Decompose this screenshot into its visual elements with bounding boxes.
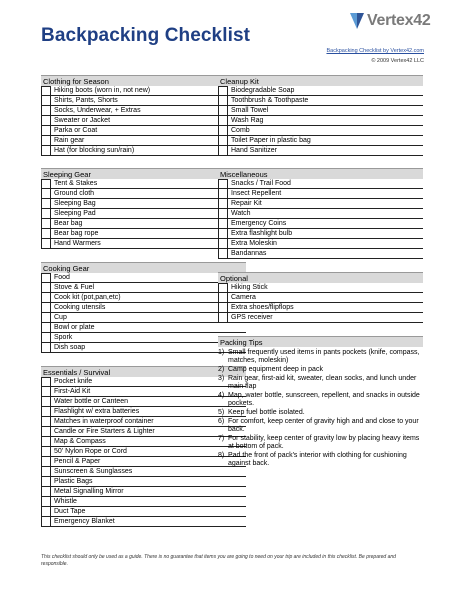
checklist-item-label: Extra shoes/flipflops: [228, 303, 423, 313]
checklist-item: [41, 417, 246, 427]
checklist-item-label: Plastic Bags: [51, 477, 246, 487]
checkbox[interactable]: [41, 273, 51, 283]
checklist-item-label: Biodegradable Soap: [228, 86, 423, 96]
section-title: Essentials / Survival: [41, 366, 246, 377]
checkbox[interactable]: [41, 126, 51, 136]
checkbox[interactable]: [41, 487, 51, 497]
checklist-item: [41, 397, 246, 407]
section-title: Miscellaneous: [218, 168, 423, 179]
checkbox[interactable]: [218, 219, 228, 229]
checklist-item: [41, 497, 246, 507]
tip-item: [218, 392, 423, 408]
checklist-item-label: Snacks / Trail Food: [228, 179, 423, 189]
checkbox[interactable]: [41, 457, 51, 467]
checkbox[interactable]: [218, 96, 228, 106]
checkbox[interactable]: [218, 136, 228, 146]
checkbox[interactable]: [41, 86, 51, 96]
vertex42-logo: [350, 11, 430, 33]
checkbox[interactable]: [41, 106, 51, 116]
checklist-item-label: Duct Tape: [51, 507, 246, 517]
checklist-item: [218, 219, 423, 229]
checklist-item-label: Bear bag: [51, 219, 246, 229]
checklist-item-label: Cup: [51, 313, 246, 323]
checklist-item-label: Ground cloth: [51, 189, 246, 199]
tip-number: 7): [218, 435, 225, 442]
checklist-item: [41, 116, 246, 126]
checklist-item: [41, 313, 246, 323]
checklist-item-label: Cook kit (pot,pan,etc): [51, 293, 246, 303]
checklist-item-label: Insect Repellent: [228, 189, 423, 199]
checklist-item: [218, 239, 423, 249]
checkbox[interactable]: [41, 323, 51, 333]
checklist-item: [41, 303, 246, 313]
checklist-item: [218, 116, 423, 126]
checklist-item-label: Comb: [228, 126, 423, 136]
checkbox[interactable]: [41, 407, 51, 417]
checkbox[interactable]: [218, 283, 228, 293]
tip-text: Camp equipment deep in pack: [228, 366, 323, 373]
tip-item: [218, 409, 423, 417]
checklist-item: [218, 209, 423, 219]
checkbox[interactable]: [41, 467, 51, 477]
checklist-item-label: Toilet Paper in plastic bag: [228, 136, 423, 146]
checklist-item-label: Bandannas: [228, 249, 423, 259]
checklist-item: [218, 303, 423, 313]
checklist-item-label: Flashlight w/ extra batteries: [51, 407, 246, 417]
checklist-item: [41, 283, 246, 293]
checklist-item-label: First-Aid Kit: [51, 387, 246, 397]
checklist-item: [41, 96, 246, 106]
tip-text: Pad the front of pack's interior with clothing for cushioning against back.: [228, 452, 407, 467]
checklist-item: [218, 136, 423, 146]
checklist-item: [41, 343, 246, 353]
checklist-item: [218, 86, 423, 96]
checklist-item-label: Wash Rag: [228, 116, 423, 126]
checklist-item-label: Hiking Stick: [228, 283, 423, 293]
checklist-item: [218, 106, 423, 116]
tip-item: [218, 375, 423, 391]
checklist-item: [218, 199, 423, 209]
section-essentials: [41, 366, 246, 527]
checklist-item-label: Sleeping Bag: [51, 199, 246, 209]
checklist-item-label: Hiking boots (worn in, not new): [51, 86, 246, 96]
checklist-item-label: Metal Signalling Mirror: [51, 487, 246, 497]
section-title: Optional: [218, 272, 423, 283]
checkbox[interactable]: [41, 507, 51, 517]
checklist-item-label: Socks, Underwear, + Extras: [51, 106, 246, 116]
checklist-item-label: Hand Warmers: [51, 239, 246, 249]
checklist-item-label: GPS receiver: [228, 313, 423, 323]
checkbox[interactable]: [41, 517, 51, 527]
section-sleeping-gear: [41, 168, 246, 249]
tip-text: Small frequently used items in pants pockets (knife, compass, matches, moleskin): [228, 349, 420, 364]
tip-item: [218, 452, 423, 468]
checklist-item-label: Emergency Coins: [228, 219, 423, 229]
checkbox[interactable]: [218, 126, 228, 136]
checklist-item: [41, 487, 246, 497]
checkbox[interactable]: [218, 86, 228, 96]
tip-text: For stability, keep center of gravity low by placing heavy items at bottom of pack.: [228, 435, 420, 450]
checklist-item-label: Bear bag rope: [51, 229, 246, 239]
checklist-item-label: Parka or Coat: [51, 126, 246, 136]
vertex42-logo-text: Vertex42: [367, 12, 431, 29]
checkbox[interactable]: [41, 343, 51, 353]
checklist-item: [41, 477, 246, 487]
tip-item: [218, 435, 423, 451]
checklist-item: [41, 239, 246, 249]
checklist-item-label: Repair Kit: [228, 199, 423, 209]
source-link[interactable]: Backpacking Checklist by Vertex42.com: [326, 48, 424, 54]
checklist-item: [218, 96, 423, 106]
checklist-item-label: Sunscreen & Sunglasses: [51, 467, 246, 477]
checkbox[interactable]: [41, 219, 51, 229]
checkbox[interactable]: [41, 136, 51, 146]
checklist-item-label: Pencil & Paper: [51, 457, 246, 467]
checkbox[interactable]: [218, 303, 228, 313]
checklist-item-label: Stove & Fuel: [51, 283, 246, 293]
section-cooking-gear: [41, 262, 246, 353]
checklist-item: [218, 146, 423, 156]
section-clothing: [41, 75, 246, 156]
checkbox[interactable]: [41, 387, 51, 397]
checkbox[interactable]: [218, 313, 228, 323]
checklist-item: [41, 273, 246, 283]
checklist-item: [41, 457, 246, 467]
checklist-item: [218, 313, 423, 323]
checkbox[interactable]: [218, 229, 228, 239]
tip-item: [218, 349, 423, 365]
checklist-item-label: Food: [51, 273, 246, 283]
checklist-item-label: Cooking utensils: [51, 303, 246, 313]
checkbox[interactable]: [41, 477, 51, 487]
checkbox[interactable]: [218, 116, 228, 126]
checklist-item-label: Extra Moleskin: [228, 239, 423, 249]
tip-number: 4): [218, 392, 225, 399]
checklist-item-label: Dish soap: [51, 343, 246, 353]
checklist-item: [41, 517, 246, 527]
checkbox[interactable]: [41, 437, 51, 447]
checklist-item-label: Hat (for blocking sun/rain): [51, 146, 246, 156]
section-optional: [218, 272, 423, 323]
checkbox[interactable]: [41, 209, 51, 219]
checklist-item: [41, 387, 246, 397]
checklist-item-label: Watch: [228, 209, 423, 219]
checkbox[interactable]: [41, 417, 51, 427]
checklist-item: [41, 333, 246, 343]
checklist-item-label: Camera: [228, 293, 423, 303]
checklist-item: [218, 179, 423, 189]
checklist-item: [41, 199, 246, 209]
tip-item: [218, 366, 423, 374]
checklist-item-label: Small Towel: [228, 106, 423, 116]
tip-number: 1): [218, 349, 225, 356]
checklist-item-label: Emergency Blanket: [51, 517, 246, 527]
checklist-item: [41, 323, 246, 333]
checklist-item: [41, 507, 246, 517]
checklist-item: [41, 179, 246, 189]
checkbox[interactable]: [41, 497, 51, 507]
copyright: © 2009 Vertex42 LLC: [371, 58, 424, 64]
checklist-item-label: 50' Nylon Rope or Cord: [51, 447, 246, 457]
checkbox[interactable]: [218, 199, 228, 209]
checklist-item-label: Pocket knife: [51, 377, 246, 387]
checklist-item-label: Water bottle or Canteen: [51, 397, 246, 407]
checklist-item-label: Map & Compass: [51, 437, 246, 447]
checklist-item: [41, 293, 246, 303]
tip-text: Keep fuel bottle isolated.: [228, 409, 305, 416]
checklist-item: [218, 189, 423, 199]
checklist-item: [41, 427, 246, 437]
checkbox[interactable]: [41, 229, 51, 239]
checklist-item: [41, 437, 246, 447]
checklist-item: [218, 293, 423, 303]
checklist-item-label: Toothbrush & Toothpaste: [228, 96, 423, 106]
checkbox[interactable]: [41, 333, 51, 343]
checklist-item-label: Extra flashlight bulb: [228, 229, 423, 239]
checkbox[interactable]: [41, 397, 51, 407]
checklist-item: [41, 106, 246, 116]
checkbox[interactable]: [41, 199, 51, 209]
checklist-item: [41, 447, 246, 457]
checklist-item: [218, 126, 423, 136]
section-title: Sleeping Gear: [41, 168, 246, 179]
checkbox[interactable]: [41, 96, 51, 106]
tips-list: [218, 347, 423, 468]
checkbox[interactable]: [41, 239, 51, 249]
tip-number: 8): [218, 452, 225, 459]
checkbox[interactable]: [218, 249, 228, 259]
checkbox[interactable]: [218, 293, 228, 303]
section-title: Cleanup Kit: [218, 75, 423, 86]
checklist-item: [41, 189, 246, 199]
section-title: Packing Tips: [218, 336, 423, 347]
checkbox[interactable]: [218, 146, 228, 156]
checklist-item-label: Shirts, Pants, Shorts: [51, 96, 246, 106]
tip-item: [218, 418, 423, 434]
checkbox[interactable]: [41, 116, 51, 126]
tip-text: Rain gear, first-aid kit, sweater, clean socks, and lunch under main flap: [228, 375, 417, 390]
checkbox[interactable]: [41, 189, 51, 199]
checkbox[interactable]: [41, 447, 51, 457]
checklist-item-label: Tent & Stakes: [51, 179, 246, 189]
tip-number: 6): [218, 418, 225, 425]
checkbox[interactable]: [218, 179, 228, 189]
section-title: Clothing for Season: [41, 75, 246, 86]
checklist-item-label: Spork: [51, 333, 246, 343]
checklist-item: [41, 219, 246, 229]
checklist-item-label: Candle or Fire Starters & Lighter: [51, 427, 246, 437]
checkbox[interactable]: [41, 377, 51, 387]
disclaimer: This checklist should only be used as a guide. There is no guarantee that items you are going to need on your trip are included in this checklist. Be prepared and responsible.: [41, 554, 396, 567]
checklist-item: [41, 146, 246, 156]
tip-number: 2): [218, 366, 225, 373]
checkbox[interactable]: [41, 293, 51, 303]
checklist-item: [218, 283, 423, 293]
section-packing-tips: [218, 336, 423, 469]
checklist-item: [41, 209, 246, 219]
tip-number: 3): [218, 375, 225, 382]
checkbox[interactable]: [41, 283, 51, 293]
checkbox[interactable]: [218, 239, 228, 249]
checkbox[interactable]: [41, 303, 51, 313]
checklist-item-label: Matches in waterproof container: [51, 417, 246, 427]
tip-text: For comfort, keep center of gravity high and and close to your back.: [228, 418, 419, 433]
section-cleanup-kit: [218, 75, 423, 156]
section-title: Cooking Gear: [41, 262, 246, 273]
tip-number: 5): [218, 409, 225, 416]
checklist-item-label: Sleeping Pad: [51, 209, 246, 219]
page-title: Backpacking Checklist: [41, 25, 251, 46]
checklist-item: [218, 229, 423, 239]
checklist-item-label: Sweater or Jacket: [51, 116, 246, 126]
checkbox[interactable]: [41, 427, 51, 437]
checkbox[interactable]: [218, 106, 228, 116]
checklist-item-label: Whistle: [51, 497, 246, 507]
checklist-item-label: Bowl or plate: [51, 323, 246, 333]
checklist-item-label: Hand Sanitizer: [228, 146, 423, 156]
checklist-item: [41, 377, 246, 387]
tip-text: Map, water bottle, sunscreen, repellent, and snacks in outside pockets.: [228, 392, 420, 407]
checkbox[interactable]: [218, 189, 228, 199]
vertex42-logo-icon: [350, 13, 364, 29]
checklist-item: [41, 407, 246, 417]
checklist-item: [41, 467, 246, 477]
checkbox[interactable]: [41, 146, 51, 156]
checkbox[interactable]: [41, 179, 51, 189]
checklist-item: [41, 126, 246, 136]
checklist-item: [41, 229, 246, 239]
checklist-item: [41, 86, 246, 96]
section-miscellaneous: [218, 168, 423, 259]
checkbox[interactable]: [41, 313, 51, 323]
checkbox[interactable]: [218, 209, 228, 219]
checklist-item: [41, 136, 246, 146]
checklist-item: [218, 249, 423, 259]
checklist-item-label: Rain gear: [51, 136, 246, 146]
